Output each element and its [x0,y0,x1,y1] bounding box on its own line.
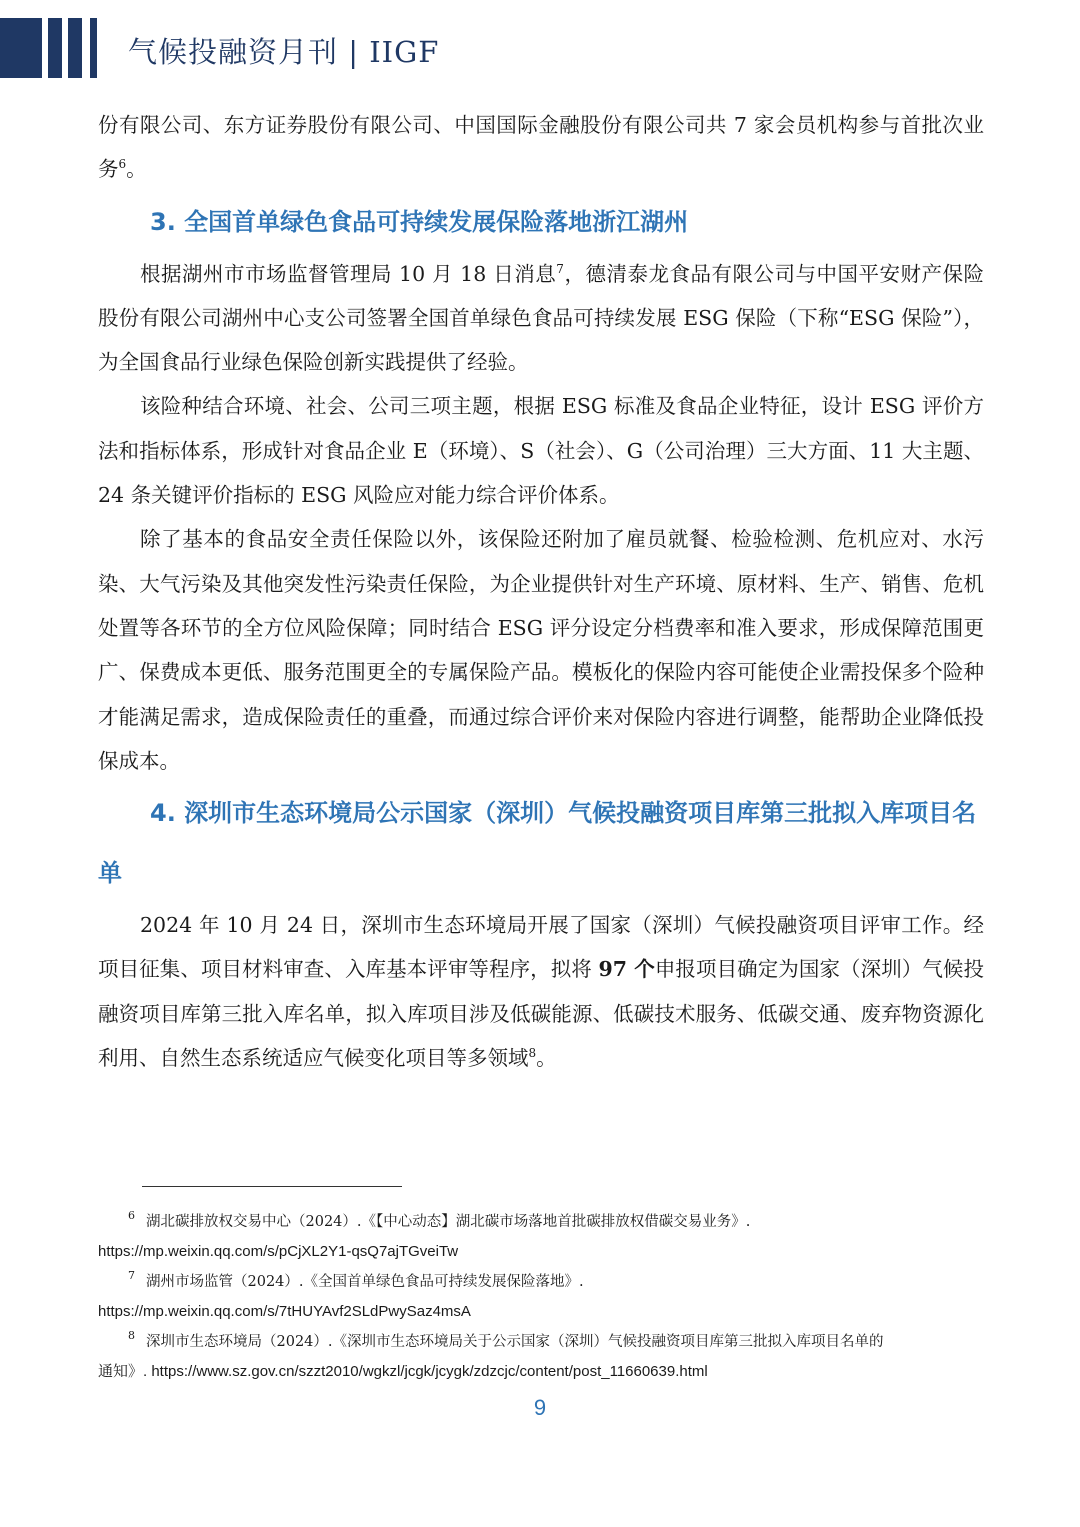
footnote-mark: 6 [128,1209,135,1222]
footnote-8 [98,1327,984,1357]
paragraph-3: 除了基本的食品安全责任保险以外，该保险还附加了雇员就餐、检验检测、危机应对、水污染、大气污染及其他突发性污染责任保险，为企业提供针对生产环境、原材料、生产、销售、危机处置等各环节的全方位风险保障；同时结合 ESG 评分设定分档费率和准入要求，形成保障范围更广、保费成本更低、服务范围更全的专属保险产品。模板化的保险内容可能使企业需投保多个险种才能满足需求，造成保险责任的重叠，而通过综合评价来对保险内容进行调整，能帮助企业降低投保成本。 [98,527,984,773]
footnote-mark: 8 [128,1329,135,1342]
bold-count: 97 个 [598,957,655,982]
header-bar-3 [68,18,82,78]
text-run: 份有限公司、东方证券股份有限公司、中国国际金融股份有限公司共 7 家会员机构参与首批次业务 [98,113,984,182]
footnote-6 [98,1207,984,1237]
footnote-mark: 7 [128,1269,135,1282]
footnote-7-link[interactable]: https://mp.weixin.qq.com/s/7tHUYAvf2SLdPwySaz4msA [98,1303,471,1320]
section-heading-4: 4. 深圳市生态环境局公示国家（深圳）气候投融资项目库第三批拟入库项目名单 [98,799,977,888]
header-bar-2 [48,18,62,78]
section-heading-3: 3. 全国首单绿色食品可持续发展保险落地浙江湖州 [150,207,689,236]
footnote-8-link[interactable]: 通知》. https://www.sz.gov.cn/szzt2010/wgkzl/jcgk/jcygk/zdzcjc/content/post_11660639.html [98,1363,708,1380]
footnote-divider [142,1186,402,1187]
footnote-ref[interactable]: 6 [118,157,127,172]
footnotes [98,1207,984,1387]
page-header [0,0,1080,90]
text-run: ，德清泰龙食品有限公司与中国平安财产保险股份有限公司湖州中心支公司签署全国首单绿色食品可持续发展 ESG 保险（下称“ESG 保险”），为全国食品行业绿色保险创新实践提供了经验。 [98,261,984,375]
paragraph-1 [98,252,984,385]
text-run: 。 [126,157,147,182]
footnote-ref[interactable]: 8 [528,1046,537,1061]
paragraph-2: 该险种结合环境、社会、公司三项主题，根据 ESG 标准及食品企业特征，设计 ESG 评价方法和指标体系，形成针对食品企业 E（环境）、S（社会）、G（公司治理）三大方面、11 大主题、24 条关键评价指标的 ESG 风险应对能力综合评价体系。 [98,394,984,508]
header-title: 气候投融资月刊 | IIGF [128,35,440,69]
footnote-ref[interactable]: 7 [556,261,564,276]
continued-paragraph [98,103,984,192]
header-bar-4 [90,18,97,78]
main-content [98,103,984,1080]
footnote-6-link[interactable]: https://mp.weixin.qq.com/s/pCjXL2Y1-qsQ7ajTGveiTw [98,1243,459,1260]
text-run: 。 [536,1046,557,1071]
text-run: 2024 年 10 月 24 日，深圳市生态环境局开展了国家（深圳）气候投融资项目评审工作。经项目征集、项目材料审查、入库基本评审等程序，拟将 [98,913,984,982]
page-number: 9 [533,1395,547,1420]
footnote-7 [98,1267,984,1297]
header-bar-1 [0,18,42,78]
paragraph-4 [98,903,984,1080]
footnote-text: 深圳市生态环境局（2024）.《深圳市生态环境局关于公示国家（深圳）气候投融资项目库第三批拟入库项目名单的 [146,1334,884,1350]
footnote-text: 湖北碳排放权交易中心（2024）.《【中心动态】湖北碳市场落地首批碳排放权借碳交易业务》. [146,1214,751,1230]
text-run: 根据湖州市市场监督管理局 10 月 18 日消息 [140,261,557,286]
footnote-text: 湖州市场监管（2024）.《全国首单绿色食品可持续发展保险落地》. [146,1274,584,1290]
text-run: 申报项目确定为国家（深圳）气候投融资项目库第三批入库名单，拟入库项目涉及低碳能源、低碳技术服务、低碳交通、废弃物资源化利用、自然生态系统适应气候变化项目等多领域 [98,957,985,1071]
